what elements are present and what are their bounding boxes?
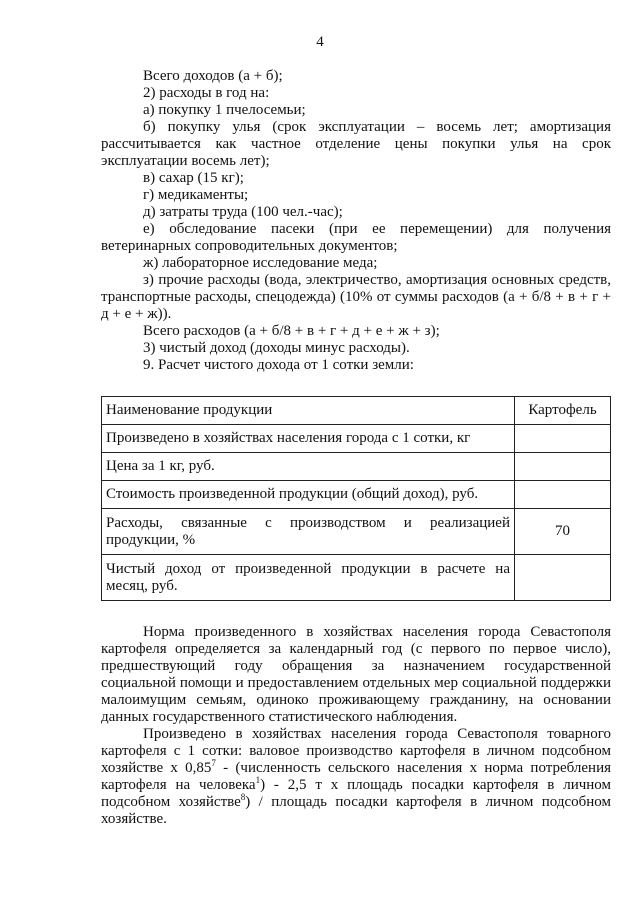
footnote-ref-1: 1 (255, 775, 261, 785)
list-item-net-income: 3) чистый доход (доходы минус расходы). (143, 340, 410, 356)
list-item-d: д) затраты труда (100 чел.-час); (143, 204, 343, 220)
list-item-total-income: Всего доходов (а + б); (143, 68, 283, 84)
net-income-table (101, 396, 611, 601)
formula-part-d: ) / площадь посадки картофеля в личном подсобном хозяйстве. (101, 794, 611, 827)
formula-part-b: - (численность сельского населения х норма потребления картофеля на человека (101, 760, 611, 793)
table-cell-name: Стоимость произведенной продукции (общий доход), руб. (102, 481, 515, 509)
expense-list (101, 68, 611, 374)
formula-part-c: ) - 2,5 т х площадь посадки картофеля в личном подсобном хозяйстве (101, 777, 611, 810)
table-cell-name: Чистый доход от произведенной продукции в расчете на месяц, руб. (102, 555, 515, 601)
list-item-z: з) прочие расходы (вода, электричество, амортизация основных средств, транспортные расходы, спецодежда) (10% от суммы расходов (а + б/8 + в + г + д + е + ж)). (101, 272, 611, 322)
explanation-paragraphs (101, 624, 611, 828)
paragraph-norm: Норма произведенного в хозяйствах населения города Севастополя картофеля определяется за календарный год (с первого по первое число), предшествующий году обращения за назначением государственной социальной помощи и предоставлением отдельных мер социальной поддержки малоимущим семьям, одиноко проживающему гражданину, на основании данных государственного статистического наблюдения. (101, 624, 611, 725)
table-row (102, 555, 611, 601)
table-row (102, 425, 611, 453)
page-number: 4 (316, 34, 324, 50)
list-item-g: г) медикаменты; (143, 187, 249, 203)
formula-part-a: Произведено в хозяйствах населения города Севастополя товарного картофеля с 1 сотки: валовое производство картофеля в личном подсобном хозяйстве х 0,85 (101, 726, 611, 776)
list-item-total-expenses: Всего расходов (а + б/8 + в + г + д + е + ж + з); (143, 323, 440, 339)
table-row (102, 453, 611, 481)
list-item-v: в) сахар (15 кг); (143, 170, 244, 186)
list-item-b: б) покупку улья (срок эксплуатации – восемь лет; амортизация рассчитывается как частное отделение цены покупки улья на срок эксплуатации восемь лет); (101, 119, 611, 169)
table-cell-name: Расходы, связанные с производством и реализацией продукции, % (102, 509, 515, 555)
table-cell-value (515, 453, 611, 481)
table-cell-value (515, 481, 611, 509)
table-header-name: Наименование продукции (102, 397, 515, 425)
table-cell-value: 70 (515, 509, 611, 555)
table-header-value: Картофель (515, 397, 611, 425)
list-item-expenses-heading: 2) расходы в год на: (143, 85, 270, 101)
table-header-row (102, 397, 611, 425)
table-cell-name: Цена за 1 кг, руб. (102, 453, 515, 481)
table-cell-value (515, 425, 611, 453)
list-item-a: а) покупку 1 пчелосемьи; (143, 102, 306, 118)
footnote-ref-7: 7 (211, 758, 216, 768)
section-heading-9: 9. Расчет чистого дохода от 1 сотки земли: (143, 357, 414, 373)
table-row (102, 481, 611, 509)
footnote-ref-8: 8 (240, 792, 246, 802)
table-cell-value (515, 555, 611, 601)
table-row (102, 509, 611, 555)
table-cell-name: Произведено в хозяйствах населения города с 1 сотки, кг (102, 425, 515, 453)
list-item-zh: ж) лабораторное исследование меда; (143, 255, 378, 271)
list-item-e: е) обследование пасеки (при ее перемещении) для получения ветеринарных сопроводительных документов; (101, 221, 611, 254)
paragraph-formula (101, 726, 611, 828)
